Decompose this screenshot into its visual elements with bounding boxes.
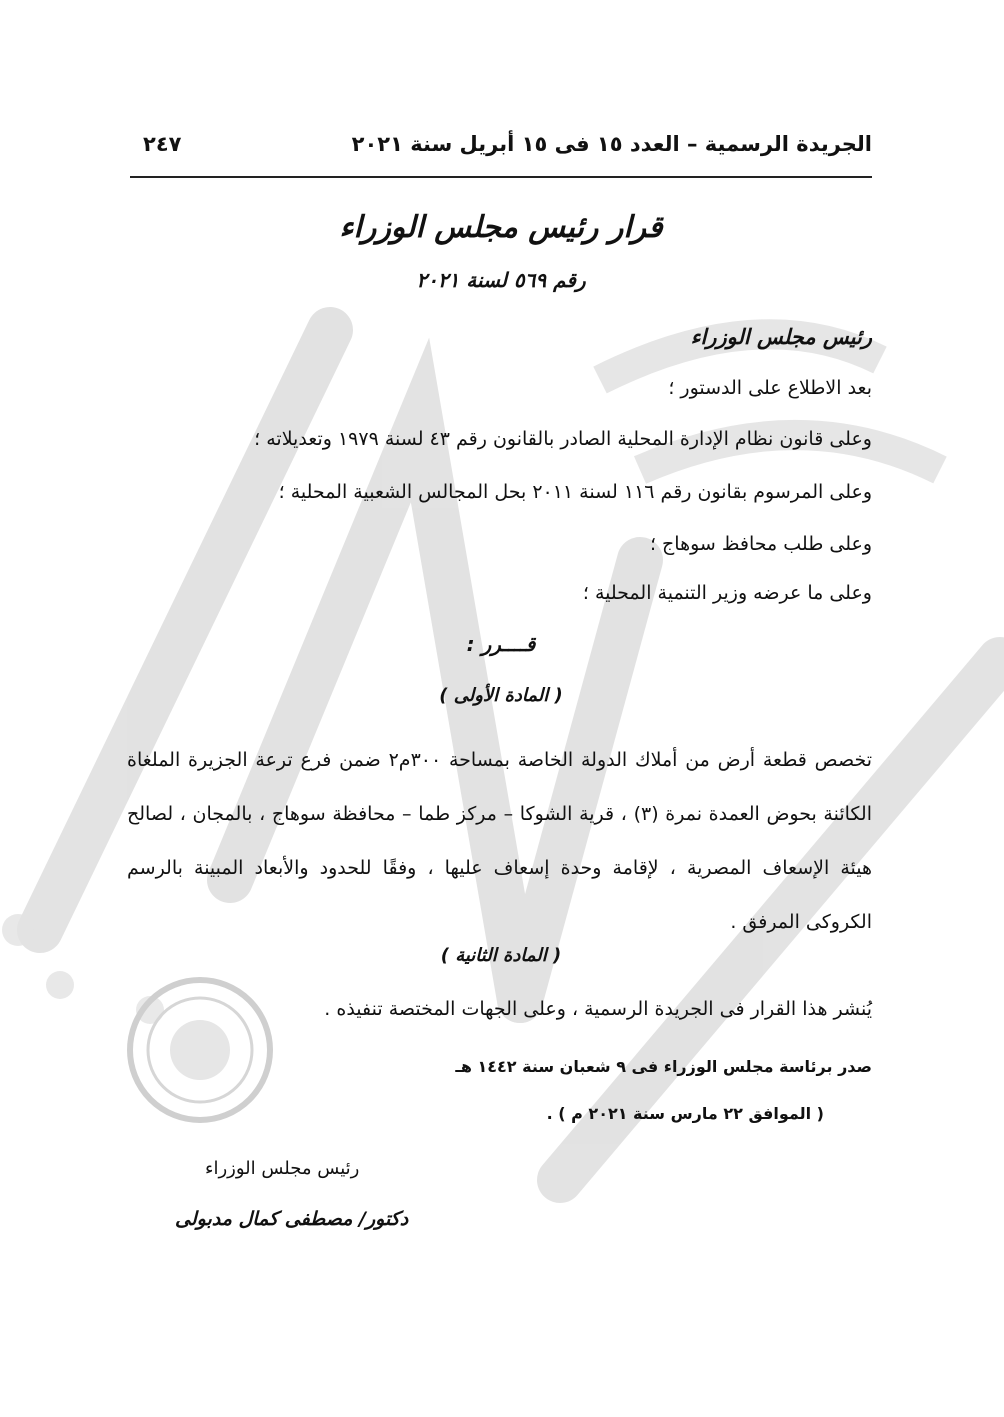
issued-hijri-date: صدر برئاسة مجلس الوزراء فى ٩ شعبان سنة ١٤٤٢ هـ — [455, 1057, 872, 1076]
article-2-heading: ( المادة الثانية ) — [440, 945, 562, 966]
header-divider — [130, 176, 872, 178]
decree-title: قرار رئيس مجلس الوزراء — [339, 210, 663, 245]
article-1-text: تخصص قطعة أرض من أملاك الدولة الخاصة بمساحة ٣٠٠م٢ ضمن فرع ترعة الجزيرة الملغاة الكائنة بحوض العمدة نمرة (٣) ، قرية الشوكا – مركز طما – محافظة سوهاج ، بالمجان ، لصالح هيئة الإسعاف المصرية ، لإقامة وحدة إسعاف عليها ، وفقًا للحدود والأبعاد المبينة بالرسم الكروكى المرفق . — [127, 749, 872, 933]
article-1-heading: ( المادة الأولى ) — [439, 685, 563, 706]
preamble-item: وعلى طلب محافظ سوهاج ؛ — [649, 533, 872, 555]
preamble-item: وعلى قانون نظام الإدارة المحلية الصادر بالقانون رقم ٤٣ لسنة ١٩٧٩ وتعديلاته ؛ — [254, 428, 872, 450]
page-number: ٢٤٧ — [143, 132, 182, 156]
gazette-title: الجريدة الرسمية – العدد ١٥ فى ١٥ أبريل سنة ٢٠٢١ — [351, 132, 872, 156]
preamble-item: وعلى المرسوم بقانون رقم ١١٦ لسنة ٢٠١١ بحل المجالس الشعبية المحلية ؛ — [278, 481, 872, 503]
gazette-header — [135, 132, 872, 166]
decree-number: رقم ٥٦٩ لسنة ٢٠٢١ — [416, 268, 586, 292]
signatory-title: رئيس مجلس الوزراء — [205, 1158, 360, 1179]
issued-gregorian-date: ( الموافق ٢٢ مارس سنة ٢٠٢١ م ) . — [546, 1104, 824, 1123]
decided-label: قــــرر : — [466, 632, 536, 656]
signatory-name: دكتور/ مصطفى كمال مدبولى — [175, 1208, 409, 1230]
preamble-item: وعلى ما عرضه وزير التنمية المحلية ؛ — [582, 582, 872, 604]
preamble-item: بعد الاطلاع على الدستور ؛ — [668, 377, 872, 399]
article-2-text: يُنشر هذا القرار فى الجريدة الرسمية ، وعلى الجهات المختصة تنفيذه . — [324, 998, 872, 1020]
preamble-heading: رئيس مجلس الوزراء — [690, 325, 872, 349]
